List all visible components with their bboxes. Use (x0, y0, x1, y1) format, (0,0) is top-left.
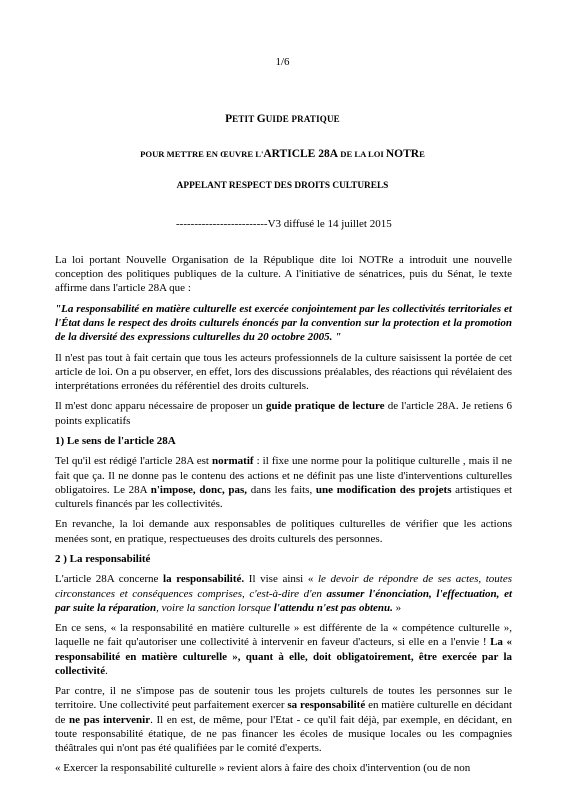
section-heading-2: 2 ) La responsabilité (55, 552, 151, 565)
text-run: sa responsabilité (287, 699, 366, 712)
text-run: la responsabilité. (163, 573, 245, 586)
text-run: une modification des projets (315, 483, 452, 496)
text-run: Tel qu'il est rédigé l'article 28A est (55, 455, 212, 468)
text-run: normatif (212, 455, 254, 468)
text-run: n'impose, donc, pas, (150, 483, 248, 496)
title-part: ETIT (232, 114, 257, 124)
paragraph-not-certain: Il n'est pas tout à fait certain que tous les acteurs professionnels de la culture saisissent la portée de cet article de loi. On a pu observer, en effet, lors des discussions préalables, des réactions qui révélaient des interprétations erronées du référentiel des droits culturels. (55, 351, 512, 392)
version-line: -------------------------V3 diffusé le 14 juillet 2015 (176, 218, 392, 230)
document-subtitle (0, 148, 565, 160)
subtitle-part: E (419, 149, 425, 159)
page-number: 1/6 (275, 56, 290, 68)
paragraph-responsabilite (55, 572, 512, 615)
subtitle-part: POUR METTRE EN ŒUVRE L' (140, 149, 264, 159)
title-part: G (256, 113, 266, 125)
title-part: P (225, 113, 233, 125)
text-run: En ce sens, « la responsabilité en matière culturelle » est différente de la « compétence culturelle », laquelle ne fait qu'autoriser une collectivité à intervenir en faveur d'acteurs, si elle en a l'envie ! (55, 622, 512, 649)
title-part: UIDE PRATIQUE (265, 114, 340, 124)
text-run: le devoir de répondre de ses actes, toutes circonstances et conséquences comprises, c'est-à-dire d'en (55, 573, 512, 600)
text-run: de l'article 28A. Je retiens 6 points explicatifs (55, 400, 512, 427)
text-run: , voire la sanction lorsque (156, 601, 274, 614)
text-run: en matière culturelle en décidant de (55, 699, 512, 726)
text-run: : il fixe une norme pour la politique culturelle , mais il ne fait que ça. Il ne donne pas le contenu des actions et ne définit pas une liste d'interventions culturelles obligatoires. Le 28A (55, 455, 512, 496)
text-run: artistiques et culturels financés par les collectivités. (55, 483, 513, 510)
text-run: Il vise ainsi « (244, 573, 318, 586)
paragraph-en-ce-sens (55, 621, 512, 678)
intro-paragraph: La loi portant Nouvelle Organisation de la République dite loi NOTRe a introduit une nouvelle conception des politiques publiques de la culture. A l'initiative de sénatrices, puis du Sénat, le texte affirme dans l'article 28A que : (55, 254, 512, 295)
text-run: . (105, 664, 108, 677)
text-run: Il m'est donc apparu nécessaire de proposer un (55, 400, 266, 413)
text-run: La « responsabilité en matière culturelle », quant à elle, doit obligatoirement, être exercée par la collectivité (55, 636, 512, 677)
text-run: dans les faits, (247, 483, 316, 496)
paragraph-par-contre (55, 684, 512, 755)
text-run: l'attendu n'est pas obtenu. (273, 601, 393, 614)
paragraph-revanche: En revanche, la loi demande aux responsables de politiques culturelles de vérifier que les actions menées sont, en pratique, respectueuses des droits culturels des personnes. (55, 518, 512, 545)
text-run: . Il en est, de même, pour l'Etat - ce qu'il fait déjà, par exemple, en décidant, en toute responsabilité étatique, de ne pas financer les écoles de musique locales ou les compagnies théâtrales qui n'ont pas été qualifiées par le comité d'experts. (55, 713, 512, 754)
document-subtitle-2: APPELANT RESPECT DES DROITS CULTURELS (176, 181, 389, 191)
article-quote-text: "La responsabilité en matière culturelle est exercée conjointement par les collectivités territoriales et l'État dans le respect des droits culturels énoncés par la convention sur la protection et la promotion de la diversité des expressions culturelles du 20 octobre 2005. " (55, 302, 512, 344)
paragraph-sens (55, 454, 512, 511)
text-run: ne pas intervenir (68, 713, 151, 726)
text-run: assumer l'énonciation, l'effectuation, et par suite la réparation (55, 587, 513, 614)
text-run: L'article 28A concerne (55, 573, 164, 586)
paragraph-exercer: « Exercer la responsabilité culturelle » revient alors à faire des choix d'intervention (ou de non (55, 762, 471, 775)
text-run: Par contre, il ne s'impose pas de soutenir tous les projets culturels de toutes les personnes sur le territoire. Une collectivité peut parfaitement exercer (55, 685, 512, 712)
article-quote (55, 302, 512, 345)
document-body (55, 253, 512, 782)
text-run: » (392, 601, 402, 614)
subtitle-part: NOTR (385, 148, 420, 160)
document-title (0, 113, 565, 125)
subtitle-part: ARTICLE 28A (263, 148, 341, 160)
section-heading-1: 1) Le sens de l'article 28A (55, 434, 176, 447)
text-run: guide pratique de lecture (265, 400, 385, 413)
paragraph-guide (55, 399, 512, 427)
subtitle-part: DE LA LOI (340, 149, 386, 159)
